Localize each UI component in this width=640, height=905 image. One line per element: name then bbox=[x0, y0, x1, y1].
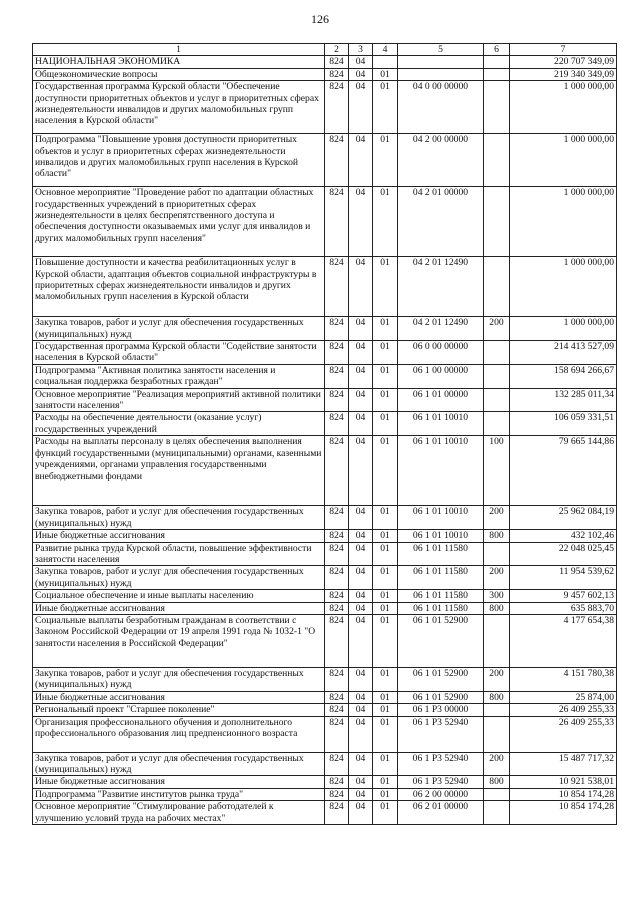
cell-c1: Государственная программа Курской области "Обеспечение доступности приоритетных объектов и услуг в приоритетных сферах жизнедеятельности инвалидов и других маломобильных групп населения в Курской области" bbox=[33, 81, 325, 134]
cell-c4: 01 bbox=[373, 566, 398, 590]
cell-c4: 01 bbox=[373, 752, 398, 776]
cell-c1: Закупка товаров, работ и услуг для обеспечения государственных (муниципальных) нужд bbox=[33, 317, 325, 341]
cell-c6 bbox=[484, 134, 510, 187]
cell-c6 bbox=[484, 388, 510, 412]
cell-c1: Подпрограмма "Активная политика занятости населения и социальная поддержка безработных граждан" bbox=[33, 364, 325, 388]
table-row bbox=[33, 614, 617, 667]
header-cell: 3 bbox=[349, 44, 373, 56]
cell-c7: 214 413 527,09 bbox=[510, 341, 617, 365]
cell-c2: 824 bbox=[325, 716, 349, 752]
table-row bbox=[33, 341, 617, 365]
cell-c3: 04 bbox=[349, 257, 373, 317]
cell-c7: 10 921 538,01 bbox=[510, 776, 617, 788]
cell-c1: Подпрограмма "Развитие институтов рынка труда" bbox=[33, 788, 325, 800]
cell-c3: 04 bbox=[349, 614, 373, 667]
cell-c2: 824 bbox=[325, 341, 349, 365]
table-row bbox=[33, 602, 617, 614]
cell-c5: 06 1 01 52900 bbox=[398, 667, 484, 691]
cell-c5: 06 1 01 11580 bbox=[398, 590, 484, 602]
cell-c3: 04 bbox=[349, 667, 373, 691]
cell-c6 bbox=[484, 788, 510, 800]
cell-c6: 200 bbox=[484, 752, 510, 776]
cell-c3: 04 bbox=[349, 590, 373, 602]
table-row bbox=[33, 566, 617, 590]
cell-c5: 06 2 00 00000 bbox=[398, 788, 484, 800]
cell-c4: 01 bbox=[373, 436, 398, 506]
cell-c7: 9 457 602,13 bbox=[510, 590, 617, 602]
cell-c1: Общеэкономические вопросы bbox=[33, 68, 325, 80]
cell-c6: 800 bbox=[484, 602, 510, 614]
cell-c1: Иные бюджетные ассигнования bbox=[33, 691, 325, 703]
table-row bbox=[33, 590, 617, 602]
cell-c4: 01 bbox=[373, 530, 398, 542]
cell-c2: 824 bbox=[325, 388, 349, 412]
table-row bbox=[33, 68, 617, 80]
table-header-row bbox=[33, 44, 617, 56]
cell-c3: 04 bbox=[349, 566, 373, 590]
cell-c5: 06 1 P3 00000 bbox=[398, 704, 484, 716]
table-row bbox=[33, 364, 617, 388]
cell-c1: Закупка товаров, работ и услуг для обеспечения государственных (муниципальных) нужд bbox=[33, 667, 325, 691]
cell-c4: 01 bbox=[373, 506, 398, 530]
cell-c2: 824 bbox=[325, 602, 349, 614]
cell-c5: 06 0 00 00000 bbox=[398, 341, 484, 365]
cell-c6: 200 bbox=[484, 667, 510, 691]
cell-c3: 04 bbox=[349, 317, 373, 341]
cell-c4: 01 bbox=[373, 716, 398, 752]
cell-c3: 04 bbox=[349, 788, 373, 800]
cell-c7: 1 000 000,00 bbox=[510, 187, 617, 257]
cell-c5: 04 2 01 12490 bbox=[398, 317, 484, 341]
cell-c6 bbox=[484, 704, 510, 716]
cell-c6: 800 bbox=[484, 776, 510, 788]
cell-c5: 06 1 00 00000 bbox=[398, 364, 484, 388]
cell-c1: Региональный проект "Старшее поколение" bbox=[33, 704, 325, 716]
cell-c6 bbox=[484, 187, 510, 257]
cell-c7: 1 000 000,00 bbox=[510, 317, 617, 341]
budget-table bbox=[32, 43, 617, 825]
cell-c3: 04 bbox=[349, 341, 373, 365]
cell-c5: 06 1 P3 52940 bbox=[398, 776, 484, 788]
cell-c7: 1 000 000,00 bbox=[510, 134, 617, 187]
table-row bbox=[33, 542, 617, 566]
cell-c3: 04 bbox=[349, 752, 373, 776]
cell-c3: 04 bbox=[349, 704, 373, 716]
cell-c7: 1 000 000,00 bbox=[510, 81, 617, 134]
cell-c3: 04 bbox=[349, 436, 373, 506]
cell-c1: Иные бюджетные ассигнования bbox=[33, 602, 325, 614]
cell-c1: Социальные выплаты безработным гражданам в соответствии с Законом Российской Федерации от 19 апреля 1991 года № 1032-1 "О занятости населения в Российской Федерации" bbox=[33, 614, 325, 667]
cell-c4: 01 bbox=[373, 542, 398, 566]
cell-c7: 22 048 025,45 bbox=[510, 542, 617, 566]
cell-c7: 26 409 255,33 bbox=[510, 704, 617, 716]
cell-c2: 824 bbox=[325, 542, 349, 566]
cell-c4: 01 bbox=[373, 257, 398, 317]
cell-c6 bbox=[484, 257, 510, 317]
cell-c2: 824 bbox=[325, 788, 349, 800]
cell-c4: 01 bbox=[373, 81, 398, 134]
table-row bbox=[33, 530, 617, 542]
cell-c6 bbox=[484, 614, 510, 667]
table-row bbox=[33, 317, 617, 341]
cell-c6 bbox=[484, 341, 510, 365]
cell-c2: 824 bbox=[325, 691, 349, 703]
cell-c7: 79 665 144,86 bbox=[510, 436, 617, 506]
cell-c1: Развитие рынка труда Курской области, повышение эффективности занятости населения bbox=[33, 542, 325, 566]
cell-c4: 01 bbox=[373, 341, 398, 365]
cell-c1: Закупка товаров, работ и услуг для обеспечения государственных (муниципальных) нужд bbox=[33, 752, 325, 776]
cell-c2: 824 bbox=[325, 704, 349, 716]
cell-c4 bbox=[373, 56, 398, 68]
cell-c1: Основное мероприятие "Стимулирование работодателей к улучшению условий труда на рабочих местах" bbox=[33, 801, 325, 825]
cell-c5: 06 1 01 52900 bbox=[398, 614, 484, 667]
cell-c3: 04 bbox=[349, 388, 373, 412]
cell-c6 bbox=[484, 56, 510, 68]
cell-c7: 635 883,70 bbox=[510, 602, 617, 614]
cell-c6 bbox=[484, 364, 510, 388]
cell-c4: 01 bbox=[373, 667, 398, 691]
cell-c2: 824 bbox=[325, 752, 349, 776]
table-row bbox=[33, 704, 617, 716]
cell-c3: 04 bbox=[349, 506, 373, 530]
cell-c1: Закупка товаров, работ и услуг для обеспечения государственных (муниципальных) нужд bbox=[33, 566, 325, 590]
table-row bbox=[33, 801, 617, 825]
cell-c1: Закупка товаров, работ и услуг для обеспечения государственных (муниципальных) нужд bbox=[33, 506, 325, 530]
cell-c6 bbox=[484, 801, 510, 825]
cell-c5 bbox=[398, 68, 484, 80]
cell-c2: 824 bbox=[325, 134, 349, 187]
header-cell: 4 bbox=[373, 44, 398, 56]
cell-c3: 04 bbox=[349, 542, 373, 566]
cell-c5: 04 2 00 00000 bbox=[398, 134, 484, 187]
cell-c5: 06 1 01 52900 bbox=[398, 691, 484, 703]
cell-c1: Расходы на выплаты персоналу в целях обеспечения выполнения функций государственными (муниципальными) органами, казенными учреждениями, органами управления государственными внебюджетными фондами bbox=[33, 436, 325, 506]
cell-c7: 10 854 174,28 bbox=[510, 788, 617, 800]
cell-c1: Иные бюджетные ассигнования bbox=[33, 776, 325, 788]
cell-c3: 04 bbox=[349, 364, 373, 388]
cell-c2: 824 bbox=[325, 81, 349, 134]
cell-c1: Повышение доступности и качества реабилитационных услуг в Курской области, адаптация объектов социальной инфраструктуры в приоритетных сферах жизнедеятельности инвалидов и других маломобильных групп населения в Курской области bbox=[33, 257, 325, 317]
cell-c5: 06 1 01 11580 bbox=[398, 566, 484, 590]
cell-c5 bbox=[398, 56, 484, 68]
cell-c4: 01 bbox=[373, 704, 398, 716]
cell-c5: 06 1 01 11580 bbox=[398, 542, 484, 566]
cell-c2: 824 bbox=[325, 590, 349, 602]
cell-c4: 01 bbox=[373, 776, 398, 788]
cell-c4: 01 bbox=[373, 364, 398, 388]
cell-c4: 01 bbox=[373, 602, 398, 614]
cell-c4: 01 bbox=[373, 388, 398, 412]
cell-c3: 04 bbox=[349, 776, 373, 788]
cell-c3: 04 bbox=[349, 187, 373, 257]
cell-c3: 04 bbox=[349, 691, 373, 703]
cell-c4: 01 bbox=[373, 801, 398, 825]
cell-c3: 04 bbox=[349, 530, 373, 542]
cell-c3: 04 bbox=[349, 716, 373, 752]
cell-c5: 04 2 01 12490 bbox=[398, 257, 484, 317]
cell-c6: 200 bbox=[484, 506, 510, 530]
cell-c2: 824 bbox=[325, 364, 349, 388]
cell-c7: 1 000 000,00 bbox=[510, 257, 617, 317]
cell-c2: 824 bbox=[325, 530, 349, 542]
cell-c5: 06 2 01 00000 bbox=[398, 801, 484, 825]
cell-c2: 824 bbox=[325, 56, 349, 68]
cell-c6 bbox=[484, 68, 510, 80]
header-cell: 7 bbox=[510, 44, 617, 56]
cell-c7: 11 954 539,62 bbox=[510, 566, 617, 590]
cell-c6: 800 bbox=[484, 691, 510, 703]
cell-c4: 01 bbox=[373, 590, 398, 602]
page-number: 126 bbox=[311, 12, 329, 26]
cell-c3: 04 bbox=[349, 68, 373, 80]
cell-c7: 132 285 011,34 bbox=[510, 388, 617, 412]
cell-c3: 04 bbox=[349, 412, 373, 436]
table-row bbox=[33, 187, 617, 257]
table-row bbox=[33, 257, 617, 317]
cell-c4: 01 bbox=[373, 614, 398, 667]
table-row bbox=[33, 436, 617, 506]
cell-c5: 04 2 01 00000 bbox=[398, 187, 484, 257]
cell-c2: 824 bbox=[325, 566, 349, 590]
cell-c6 bbox=[484, 81, 510, 134]
cell-c4: 01 bbox=[373, 691, 398, 703]
cell-c4: 01 bbox=[373, 187, 398, 257]
cell-c6: 100 bbox=[484, 436, 510, 506]
table-row bbox=[33, 412, 617, 436]
cell-c6 bbox=[484, 542, 510, 566]
cell-c4: 01 bbox=[373, 412, 398, 436]
cell-c5: 04 0 00 00000 bbox=[398, 81, 484, 134]
cell-c2: 824 bbox=[325, 776, 349, 788]
cell-c4: 01 bbox=[373, 68, 398, 80]
cell-c3: 04 bbox=[349, 801, 373, 825]
cell-c3: 04 bbox=[349, 56, 373, 68]
cell-c7: 432 102,46 bbox=[510, 530, 617, 542]
cell-c5: 06 1 01 10010 bbox=[398, 506, 484, 530]
table-row bbox=[33, 716, 617, 752]
cell-c5: 06 1 P3 52940 bbox=[398, 716, 484, 752]
cell-c3: 04 bbox=[349, 81, 373, 134]
cell-c7: 219 340 349,09 bbox=[510, 68, 617, 80]
table-row bbox=[33, 81, 617, 134]
cell-c7: 4 177 654,38 bbox=[510, 614, 617, 667]
cell-c5: 06 1 01 10010 bbox=[398, 436, 484, 506]
table-row bbox=[33, 134, 617, 187]
cell-c6: 200 bbox=[484, 566, 510, 590]
cell-c2: 824 bbox=[325, 614, 349, 667]
cell-c5: 06 1 01 11580 bbox=[398, 602, 484, 614]
cell-c1: Организация профессионального обучения и дополнительного профессионального образования лиц предпенсионного возраста bbox=[33, 716, 325, 752]
cell-c2: 824 bbox=[325, 667, 349, 691]
table-row bbox=[33, 506, 617, 530]
cell-c2: 824 bbox=[325, 801, 349, 825]
cell-c1: Государственная программа Курской области "Содействие занятости населения в Курской области" bbox=[33, 341, 325, 365]
cell-c7: 26 409 255,33 bbox=[510, 716, 617, 752]
cell-c5: 06 1 01 10010 bbox=[398, 530, 484, 542]
cell-c2: 824 bbox=[325, 187, 349, 257]
cell-c4: 01 bbox=[373, 788, 398, 800]
table-row bbox=[33, 667, 617, 691]
cell-c1: Основное мероприятие "Реализация мероприятий активной политики занятости населения" bbox=[33, 388, 325, 412]
cell-c5: 06 1 P3 52940 bbox=[398, 752, 484, 776]
cell-c3: 04 bbox=[349, 602, 373, 614]
table-row bbox=[33, 56, 617, 68]
table-row bbox=[33, 788, 617, 800]
cell-c7: 106 059 331,51 bbox=[510, 412, 617, 436]
cell-c7: 220 707 349,09 bbox=[510, 56, 617, 68]
cell-c6: 200 bbox=[484, 317, 510, 341]
cell-c6: 300 bbox=[484, 590, 510, 602]
cell-c2: 824 bbox=[325, 257, 349, 317]
table-row bbox=[33, 752, 617, 776]
cell-c5: 06 1 01 00000 bbox=[398, 388, 484, 412]
cell-c2: 824 bbox=[325, 68, 349, 80]
cell-c2: 824 bbox=[325, 317, 349, 341]
cell-c2: 824 bbox=[325, 412, 349, 436]
header-cell: 1 bbox=[33, 44, 325, 56]
cell-c1: НАЦИОНАЛЬНАЯ ЭКОНОМИКА bbox=[33, 56, 325, 68]
cell-c1: Социальное обеспечение и иные выплаты населению bbox=[33, 590, 325, 602]
cell-c5: 06 1 01 10010 bbox=[398, 412, 484, 436]
cell-c6 bbox=[484, 716, 510, 752]
cell-c6 bbox=[484, 412, 510, 436]
cell-c7: 10 854 174,28 bbox=[510, 801, 617, 825]
cell-c7: 4 151 780,38 bbox=[510, 667, 617, 691]
header-cell: 2 bbox=[325, 44, 349, 56]
cell-c1: Иные бюджетные ассигнования bbox=[33, 530, 325, 542]
cell-c7: 25 962 084,19 bbox=[510, 506, 617, 530]
cell-c7: 25 874,00 bbox=[510, 691, 617, 703]
cell-c1: Расходы на обеспечение деятельности (оказание услуг) государственных учреждений bbox=[33, 412, 325, 436]
cell-c4: 01 bbox=[373, 134, 398, 187]
header-cell: 5 bbox=[398, 44, 484, 56]
cell-c1: Подпрограмма "Повышение уровня доступности приоритетных объектов и услуг в приоритетных сферах жизнедеятельности инвалидов и других маломобильных групп населения в Курской области" bbox=[33, 134, 325, 187]
cell-c4: 01 bbox=[373, 317, 398, 341]
cell-c7: 158 694 266,67 bbox=[510, 364, 617, 388]
table-row bbox=[33, 388, 617, 412]
header-cell: 6 bbox=[484, 44, 510, 56]
table-row bbox=[33, 691, 617, 703]
cell-c2: 824 bbox=[325, 436, 349, 506]
cell-c7: 15 487 717,32 bbox=[510, 752, 617, 776]
cell-c1: Основное мероприятие "Проведение работ по адаптации областных государственных учреждений в приоритетных сферах жизнедеятельности в целях беспрепятственного доступа и обеспечения доступности оказываемых ими услуг для инвалидов и других маломобильных групп населения" bbox=[33, 187, 325, 257]
table-row bbox=[33, 776, 617, 788]
cell-c3: 04 bbox=[349, 134, 373, 187]
cell-c6: 800 bbox=[484, 530, 510, 542]
cell-c2: 824 bbox=[325, 506, 349, 530]
